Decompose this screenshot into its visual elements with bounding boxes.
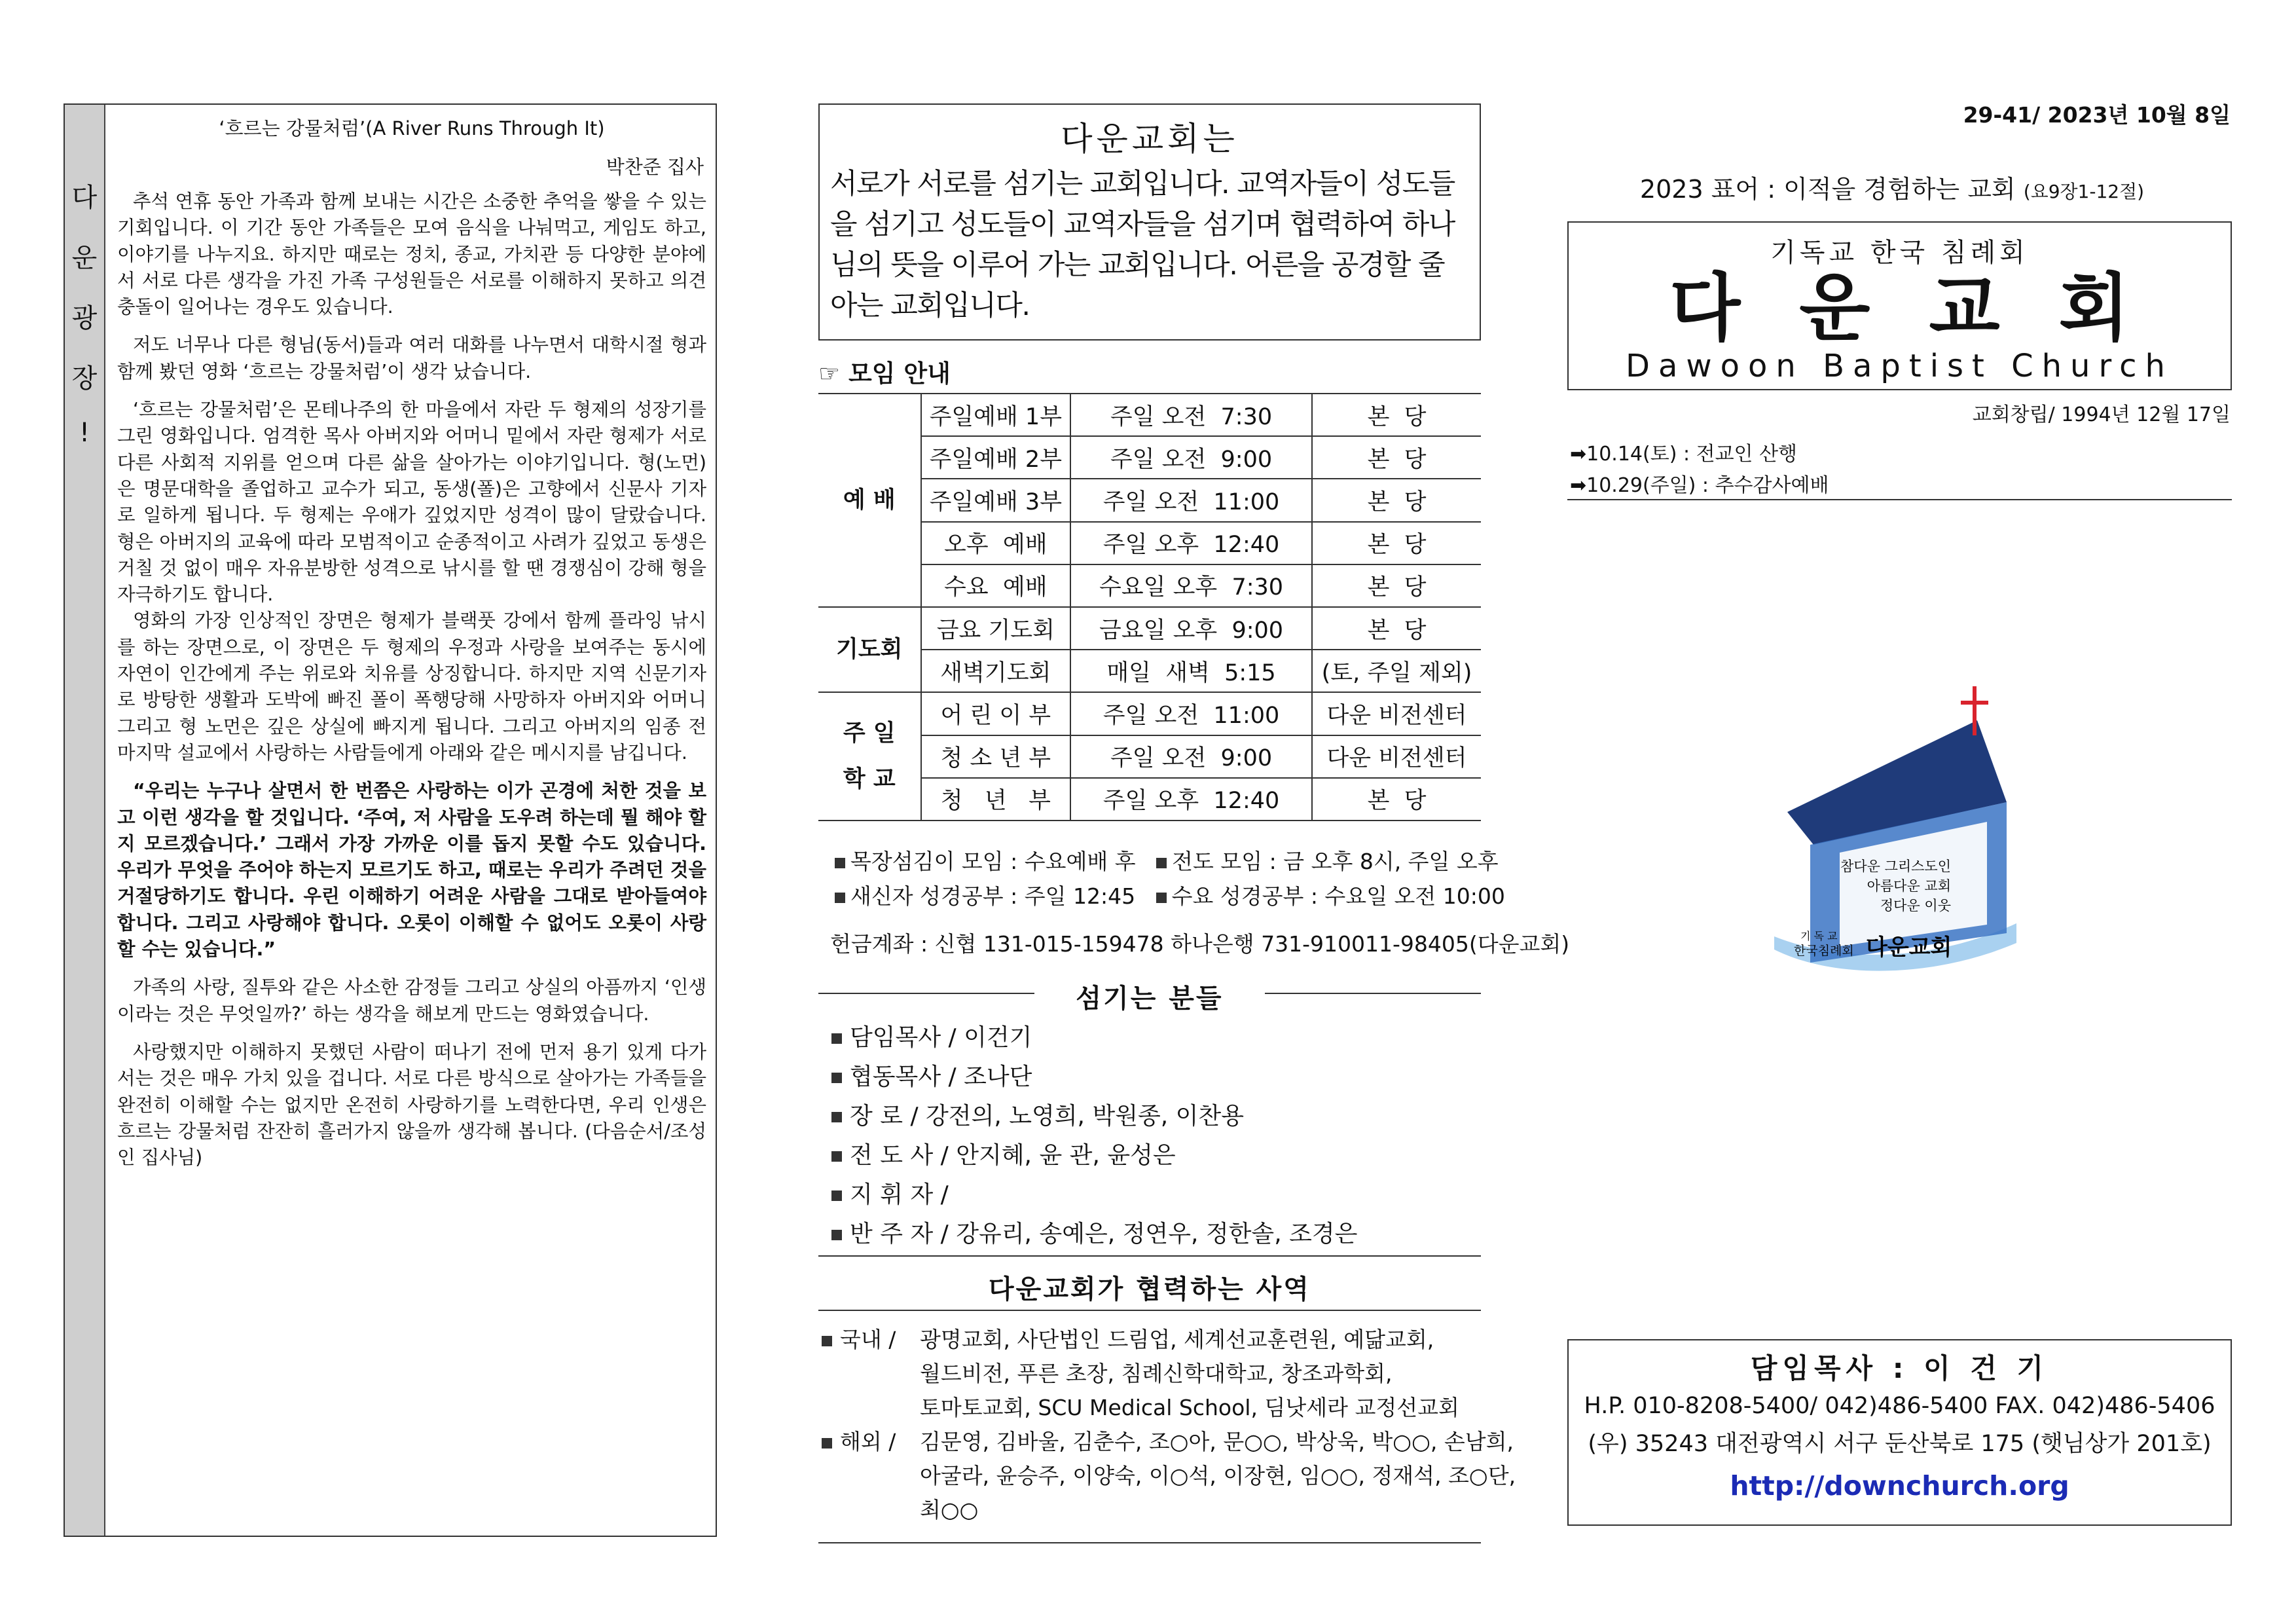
divider-line	[818, 1255, 1481, 1257]
server-item: 협동목사 / 조나단	[831, 1058, 1032, 1092]
mission-text: 서로가 서로를 섬기는 교회입니다. 교역자들이 성도들을 섬기고 성도들이 교역자들을 섬기며 협력하여 하나님의 뜻을 이루어 가는 교회입니다. 어른을 공경할 줄 아는 교회입니다.	[830, 168, 1455, 322]
square-bullet-icon	[835, 858, 845, 868]
missions-heading: 다운교회가 협력하는 사역	[989, 1274, 1311, 1304]
logo-denom: 한국침례회	[1794, 944, 1854, 958]
essay-author: 박찬준 집사	[606, 156, 704, 178]
schedule-row	[818, 394, 1481, 436]
schedule-time: 주일 오전 9:00	[1070, 436, 1312, 479]
divider-line	[1567, 499, 2232, 500]
schedule-place: (토, 주일 제외)	[1312, 650, 1481, 692]
schedule-place: 본 당	[1312, 564, 1481, 607]
mission-title: 다운교회는	[1061, 120, 1239, 158]
schedule-row	[818, 607, 1481, 650]
server-item: 담임목사 / 이건기	[831, 1019, 1032, 1052]
schedule-time: 주일 오전 9:00	[1070, 735, 1312, 778]
church-name-box	[1567, 221, 2232, 390]
schedule-time: 매일 새벽 5:15	[1070, 650, 1312, 692]
server-item: 반 주 자 / 강유리, 송예은, 정연우, 정한솔, 조경은	[831, 1215, 1357, 1249]
logo-name: 다운교회	[1866, 934, 1952, 961]
issue-date: 29-41/ 2023년 10월 8일	[1963, 102, 2231, 128]
square-bullet-icon	[831, 1151, 842, 1162]
schedule-category: 예 배	[818, 394, 921, 607]
address: (우) 35243 대전광역시 서구 둔산북로 175 (햇님상가 201호)	[1588, 1431, 2212, 1457]
square-bullet-icon	[835, 893, 845, 903]
square-bullet-icon	[822, 1438, 832, 1449]
schedule-time: 수요일 오후 7:30	[1070, 564, 1312, 607]
server-item: 지 휘 자 /	[831, 1176, 949, 1209]
schedule-table	[818, 393, 1481, 821]
schedule-place: 본 당	[1312, 522, 1481, 564]
side-label-bar	[65, 105, 105, 1536]
square-bullet-icon	[822, 1336, 832, 1346]
founded-date: 교회창립/ 1994년 12월 17일	[1972, 403, 2231, 426]
schedule-name: 청 년 부	[921, 778, 1071, 821]
side-label-char: 광	[71, 303, 98, 333]
motto: 2023 표어 : 이적을 경험하는 교회 (요9장1-12절)	[1639, 175, 2145, 204]
schedule-time: 주일 오전 11:00	[1070, 692, 1312, 735]
square-bullet-icon	[831, 1112, 842, 1122]
square-bullet-icon	[831, 1073, 842, 1083]
essay-title: ‘흐르는 강물처럼’(A River Runs Through It)	[219, 117, 605, 139]
divider-line	[818, 1310, 1481, 1311]
schedule-place: 다운 비전센터	[1312, 692, 1481, 735]
essay-paragraph: 가족의 사랑, 질투와 같은 사소한 감정들 그리고 상실의 아픔까지 ‘인생이라는 것은 무엇일까?’ 하는 생각을 해보게 만드는 영화였습니다.	[117, 976, 706, 1025]
schedule-time: 주일 오전 11:00	[1070, 479, 1312, 521]
mission-box	[818, 103, 1481, 341]
schedule-category: 주 일 학 교	[818, 692, 921, 821]
schedule-name: 금요 기도회	[921, 607, 1071, 650]
logo-slogan: 참다운 그리스도인	[1840, 858, 1951, 874]
schedule-place: 본 당	[1312, 436, 1481, 479]
church-name: 다운교회	[1669, 266, 2189, 351]
square-bullet-icon	[1156, 858, 1167, 868]
side-label-char: !	[79, 418, 90, 448]
schedule-category: 기도회	[818, 607, 921, 692]
schedule-time: 주일 오전 7:30	[1070, 394, 1312, 436]
essay-paragraph: 저도 너무나 다른 형님(동서)들과 여러 대화를 나누면서 대학시절 형과 함께 봤던 영화 ‘흐르는 강물처럼’이 생각 났습니다.	[117, 334, 706, 382]
essay-paragraph: 사랑했지만 이해하지 못했던 사람이 떠나기 전에 먼저 용기 있게 다가서는 것은 매우 가치 있을 겁니다. 서로 다른 방식으로 살아가는 가족들을 완전히 이해할 수는 없지만 온전히 사랑하기를 노력한다면, 우리 인생은 흐르는 강물처럼 잔잔히 흘러가지 않을까 생각해 봅니다. (다음순서/조성인 집사님)	[117, 1041, 706, 1169]
square-bullet-icon	[831, 1033, 842, 1044]
schedule-name: 청 소 년 부	[921, 735, 1071, 778]
side-label-char: 다	[71, 183, 98, 213]
schedule-place: 본 당	[1312, 479, 1481, 521]
essay-body	[117, 114, 706, 1171]
event-item: ➡10.29(주일) : 추수감사예배	[1570, 474, 1829, 497]
essay-quote: “우리는 누구나 살면서 한 번쯤은 사랑하는 이가 곤경에 처한 것을 보고 이런 생각을 할 것입니다. ‘주여, 저 사람을 도우려 하는데 뭘 해야 할지 모르겠습니다.’ 그래서 가장 가까운 이를 돕지 못할 수도 있습니다. 우리가 무엇을 주어야 하는지 모르기도 하고, 때로는 우리가 주려던 것을 거절당하기도 합니다. 우린 이해하기 어려운 사람을 그대로 받아들여야 합니다. 그리고 사랑해야 합니다. 오롯이 이해할 수 없어도 오롯이 사랑할 수는 있습니다.”	[117, 780, 706, 961]
info-line: 새신자 성경공부 : 주일 12:45 수요 성경공부 : 수요일 오전 10:00	[835, 879, 1505, 910]
schedule-time: 주일 오후 12:40	[1070, 778, 1312, 821]
side-label-char: 운	[71, 243, 98, 273]
square-bullet-icon	[831, 1230, 842, 1240]
square-bullet-icon	[1156, 893, 1167, 903]
square-bullet-icon	[831, 1190, 842, 1201]
pastor-contact-box	[1567, 1339, 2232, 1526]
schedule-name: 어 린 이 부	[921, 692, 1071, 735]
schedule-time: 주일 오후 12:40	[1070, 522, 1312, 564]
essay-paragraph: 영화의 가장 인상적인 장면은 형제가 블랙풋 강에서 함께 플라잉 낚시를 하는 장면으로, 이 장면은 두 형제의 우정과 사랑을 보여주는 동시에 자연이 인간에게 주는 위로와 치유를 상징합니다. 하지만 지역 신문기자로 방탕한 생활과 도박에 빠진 폴이 폭행당해 사망하자 아버지와 어머니 그리고 형 노먼은 깊은 상실에 빠지게 됩니다. 그리고 아버지의 임종 전 마지막 설교에서 사랑하는 사람들에게 아래와 같은 메시지를 남깁니다.	[117, 610, 706, 764]
essay-paragraph: 추석 연휴 동안 가족과 함께 보내는 시간은 소중한 추억을 쌓을 수 있는 기회입니다. 이 기간 동안 가족들은 모여 음식을 나눠먹고, 게임도 하고, 이야기를 나누지요. 하지만 때로는 정치, 종교, 가치관 등 다양한 분야에서 서로 다른 생각을 가진 가족 구성원들은 서로를 이해하지 못하고 의견 충돌이 일어나는 경우도 있습니다.	[117, 191, 706, 318]
mission-overseas: 해외 / 김문영, 김바울, 김춘수, 조○아, 문○○, 박상욱, 박○○, 손남희, 아굴라, 윤승주, 이양숙, 이○석, 이장현, 임○○, 정재석, 조○단, 최○○	[822, 1425, 1516, 1527]
divider-line	[818, 1542, 1481, 1543]
schedule-name: 새벽기도회	[921, 650, 1071, 692]
schedule-place: 본 당	[1312, 607, 1481, 650]
logo-slogan: 아름다운 교회	[1867, 878, 1951, 894]
website-link[interactable]: http://downchurch.org	[1730, 1470, 2069, 1502]
pastor-title: 담임목사 : 이 건 기	[1750, 1352, 2049, 1384]
schedule-name: 주일예배 1부	[921, 394, 1071, 436]
essay-paragraph: ‘흐르는 강물처럼’은 몬테나주의 한 마을에서 자란 두 형제의 성장기를 그린 영화입니다. 엄격한 목사 아버지와 어머니 밑에서 자란 형제가 서로 다른 사회적 지위를 얻으며 다른 삶을 살아가는 이야기입니다. 형(노먼)은 명문대학을 졸업하고 교수가 되고, 동생(폴)은 고향에서 신문사 기자로 일하게 됩니다. 두 형제는 우애가 깊었지만 성격이 많이 달랐습니다. 형은 아버지의 교육에 따라 모범적이고 순종적이고 사려가 깊었고 동생은 거칠 것 없이 매우 자유분방한 성격으로 낚시를 할 땐 경쟁심이 강해 형을 자극하기도 합니다.	[117, 399, 706, 606]
gathering-heading: ☞ 모임 안내	[818, 360, 951, 388]
schedule-time: 금요일 오후 9:00	[1070, 607, 1312, 650]
church-logo	[1761, 681, 2023, 982]
schedule-name: 주일예배 3부	[921, 479, 1071, 521]
schedule-place: 본 당	[1312, 778, 1481, 821]
schedule-name: 오후 예배	[921, 522, 1071, 564]
servers-heading: 섬기는 분들	[818, 978, 1481, 1009]
mission-domestic: 국내 / 광명교회, 사단법인 드림업, 세계선교훈련원, 예닮교회, 월드비전, 푸른 초장, 침례신학대학교, 창조과학회, 토마토교회, SCU Medical School, 딤낫세라 교정선교회	[822, 1323, 1516, 1425]
church-english-name: Dawoon Baptist Church	[1626, 348, 2174, 384]
denomination: 기독교 한국 침례회	[1770, 238, 2029, 268]
logo-slogan: 정다운 이웃	[1880, 898, 1951, 913]
info-line: 목장섬김이 모임 : 수요예배 후 전도 모임 : 금 오후 8시, 주일 오후	[835, 845, 1499, 876]
contact-phone: H.P. 010-8208-5400/ 042)486-5400 FAX. 042)486-5406	[1584, 1393, 2215, 1419]
schedule-place: 다운 비전센터	[1312, 735, 1481, 778]
side-label-char: 장	[71, 363, 98, 394]
server-item: 전 도 사 / 안지혜, 윤 관, 윤성은	[831, 1137, 1176, 1170]
essay-column	[64, 103, 717, 1537]
server-item: 장 로 / 강전의, 노영희, 박원종, 이찬용	[831, 1098, 1244, 1131]
mission-list	[822, 1323, 1516, 1527]
logo-denom: 기 독 교	[1800, 930, 1838, 942]
schedule-name: 주일예배 2부	[921, 436, 1071, 479]
account-info: 헌금계좌 : 신협 131-015-159478 하나은행 731-910011-98405(다운교회)	[830, 931, 1570, 957]
event-item: ➡10.14(토) : 전교인 산행	[1570, 443, 1798, 466]
schedule-place: 본 당	[1312, 394, 1481, 436]
schedule-name: 수요 예배	[921, 564, 1071, 607]
schedule-row	[818, 692, 1481, 735]
